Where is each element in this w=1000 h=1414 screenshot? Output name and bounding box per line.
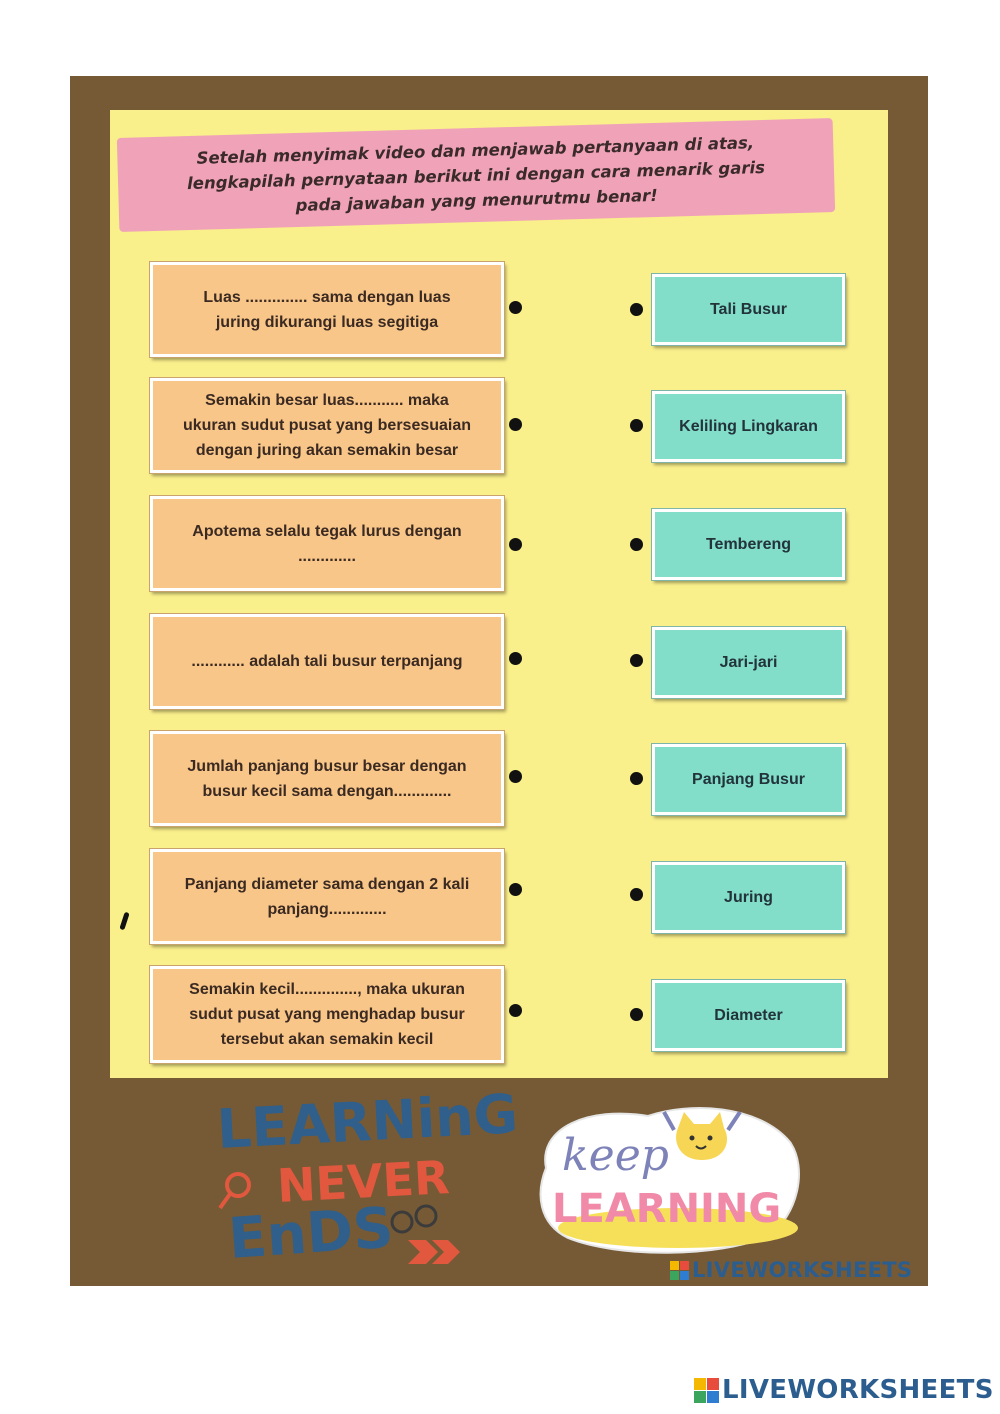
answer-text: Tembereng xyxy=(705,535,792,553)
answer-box-2 xyxy=(652,391,845,462)
answer-box-3 xyxy=(652,509,845,580)
learning-never-ends-logo xyxy=(212,1082,520,1272)
answer-box-4 xyxy=(652,627,845,698)
statement-dot-7[interactable] xyxy=(509,1004,522,1017)
statement-box-2 xyxy=(150,378,504,473)
liveworksheets-watermark[interactable] xyxy=(694,1375,994,1405)
statement-text: Luas .............. sama dengan luas juring dikurangi luas segitiga xyxy=(203,288,451,331)
statement-box-1 xyxy=(150,262,504,357)
logo-line-3: EnDS xyxy=(226,1195,396,1272)
logo-keep-text: keep xyxy=(562,1130,669,1181)
statement-text: Semakin kecil.............., maka ukuran sudut pusat yang menghadap busur tersebut akan semakin kecil xyxy=(189,981,465,1048)
statement-dot-5[interactable] xyxy=(509,770,522,783)
watermark-text: LIVEWORKSHEETS xyxy=(722,1375,994,1405)
statement-text: Apotema selalu tegak lurus dengan ............. xyxy=(192,522,462,565)
answer-text: Jari-jari xyxy=(719,653,778,671)
logo-learning-text: LEARNING xyxy=(552,1186,782,1232)
logo-line-2: NEVER xyxy=(275,1150,451,1213)
answer-box-7 xyxy=(652,980,845,1051)
statement-box-7 xyxy=(150,966,504,1063)
liveworksheets-logo-icon xyxy=(694,1378,719,1403)
answer-dot-3[interactable] xyxy=(630,538,643,551)
answer-dot-5[interactable] xyxy=(630,772,643,785)
answer-box-5 xyxy=(652,744,845,815)
statement-box-6 xyxy=(150,849,504,944)
instruction-banner xyxy=(117,118,835,232)
answer-dot-1[interactable] xyxy=(630,303,643,316)
statement-text: Panjang diameter sama dengan 2 kali panjang............. xyxy=(184,875,470,918)
answer-box-6 xyxy=(652,862,845,933)
answer-text: Keliling Lingkaran xyxy=(679,417,818,435)
answer-dot-4[interactable] xyxy=(630,654,643,667)
answer-text: Juring xyxy=(724,888,773,906)
statement-text: Jumlah panjang busur besar dengan busur kecil sama dengan............. xyxy=(187,757,467,800)
glasses-icon xyxy=(392,1212,412,1232)
statement-box-3 xyxy=(150,496,504,591)
answer-text: Diameter xyxy=(714,1006,783,1024)
statement-dot-6[interactable] xyxy=(509,883,522,896)
statement-dot-3[interactable] xyxy=(509,538,522,551)
glasses-lens xyxy=(416,1206,436,1226)
answer-box-1 xyxy=(652,274,845,345)
liveworksheets-logo-icon xyxy=(670,1261,689,1280)
statement-text: Semakin besar luas........... maka ukuran sudut pusat yang bersesuaian dengan juring akan semakin besar xyxy=(182,392,472,459)
keep-learning-logo xyxy=(528,1098,803,1258)
watermark-text: LIVEWORKSHEETS xyxy=(692,1258,913,1282)
answer-dot-6[interactable] xyxy=(630,888,643,901)
statement-dot-4[interactable] xyxy=(509,652,522,665)
statement-box-4 xyxy=(150,614,504,709)
answer-dot-2[interactable] xyxy=(630,419,643,432)
magnifier-handle xyxy=(220,1194,230,1208)
answer-dot-7[interactable] xyxy=(630,1008,643,1021)
arrow-icon xyxy=(408,1240,438,1264)
magnifier-icon xyxy=(227,1174,249,1196)
statement-box-5 xyxy=(150,731,504,826)
answer-text: Tali Busur xyxy=(709,300,788,318)
logo-line-1: LEARNinG xyxy=(215,1082,520,1161)
answer-text: Panjang Busur xyxy=(692,770,805,788)
liveworksheets-watermark-inner xyxy=(670,1258,912,1282)
statement-dot-1[interactable] xyxy=(509,301,522,314)
statement-dot-2[interactable] xyxy=(509,418,522,431)
instruction-text: Setelah menyimak video dan menjawab pertanyaan di atas, lengkapilah pernyataan berikut ini dengan cara menarik garis pada jawaban yang menurutmu benar! xyxy=(186,132,766,215)
statement-text: ............ adalah tali busur terpanjang xyxy=(191,653,463,670)
